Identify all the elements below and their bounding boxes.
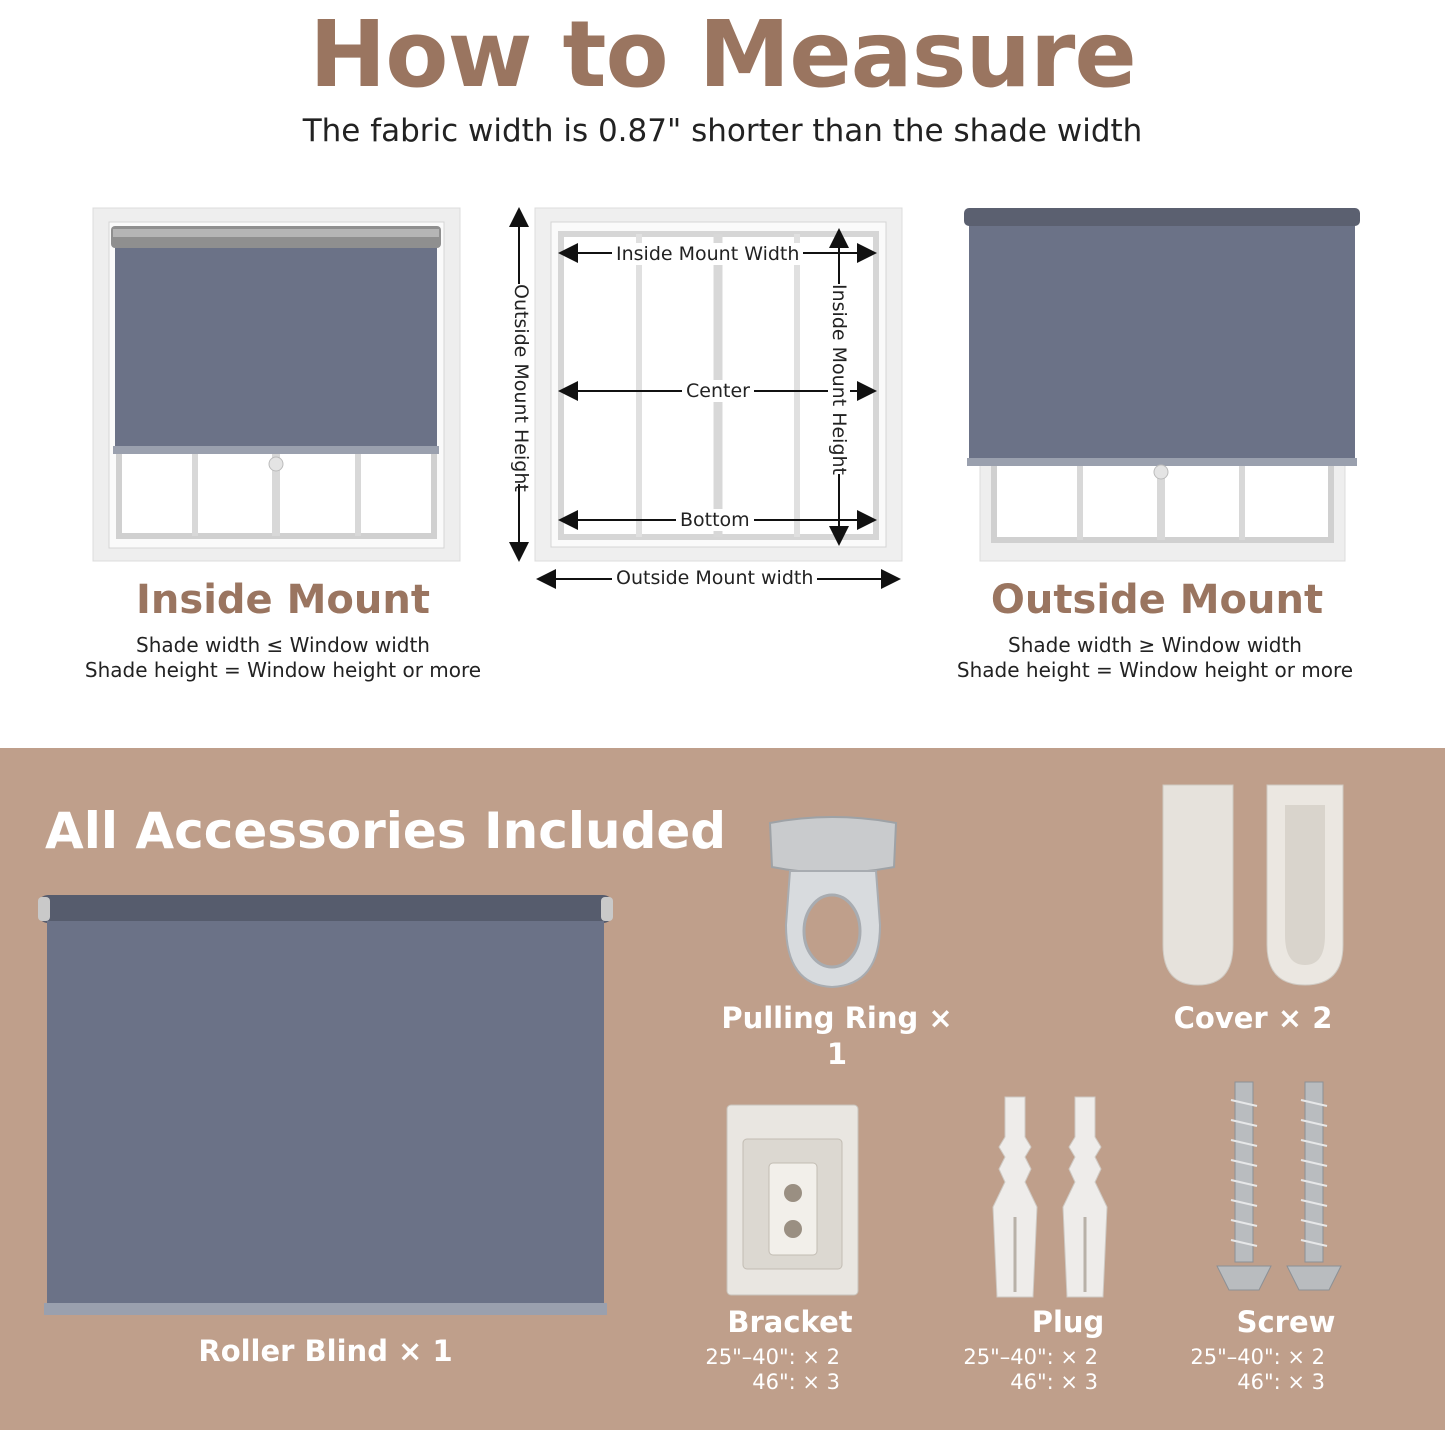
label-center: Center [682,380,754,402]
screw-label: Screw [1236,1305,1336,1339]
bracket-label: Bracket [727,1305,853,1339]
outside-mount-illustration [964,208,1360,561]
cover-label: Cover × 2 [1173,1001,1333,1035]
label-bottom: Bottom [676,509,754,531]
bracket-qty-small: 25"–40": × 2 [705,1345,840,1369]
screw-image [1213,1080,1348,1298]
plug-qty-small: 25"–40": × 2 [963,1345,1098,1369]
plug-image [985,1097,1115,1297]
accessories-heading: All Accessories Included [45,802,727,860]
page-subtitle: The fabric width is 0.87" shorter than the shade width [302,113,1143,149]
screw-qty-large: 46": × 3 [1237,1370,1325,1394]
inside-mount-width-rule: Shade width ≤ Window width [136,633,430,657]
pulling-ring-image [762,815,904,993]
cover-image [1163,785,1345,990]
bracket-image [725,1103,860,1298]
page-title: How to Measure [309,1,1136,108]
label-outside-mount-height: Outside Mount Height [510,284,532,492]
roller-blind-image [38,895,613,1325]
label-inside-mount-width: Inside Mount Width [612,243,803,265]
label-inside-mount-height: Inside Mount Height [828,284,850,476]
pulling-ring-label: Pulling Ring × 1 [721,1001,953,1071]
outside-mount-title: Outside Mount [990,577,1324,623]
inside-mount-height-rule: Shade height = Window height or more [84,658,482,682]
outside-mount-width-rule: Shade width ≥ Window width [1008,633,1302,657]
outside-mount-height-rule: Shade height = Window height or more [956,658,1354,682]
label-outside-mount-width: Outside Mount width [612,567,817,589]
plug-qty-large: 46": × 3 [1010,1370,1098,1394]
roller-blind-label: Roller Blind × 1 [198,1334,453,1368]
bracket-qty-large: 46": × 3 [752,1370,840,1394]
inside-mount-title: Inside Mount [136,577,430,623]
screw-qty-small: 25"–40": × 2 [1190,1345,1325,1369]
plug-label: Plug [1031,1305,1105,1339]
